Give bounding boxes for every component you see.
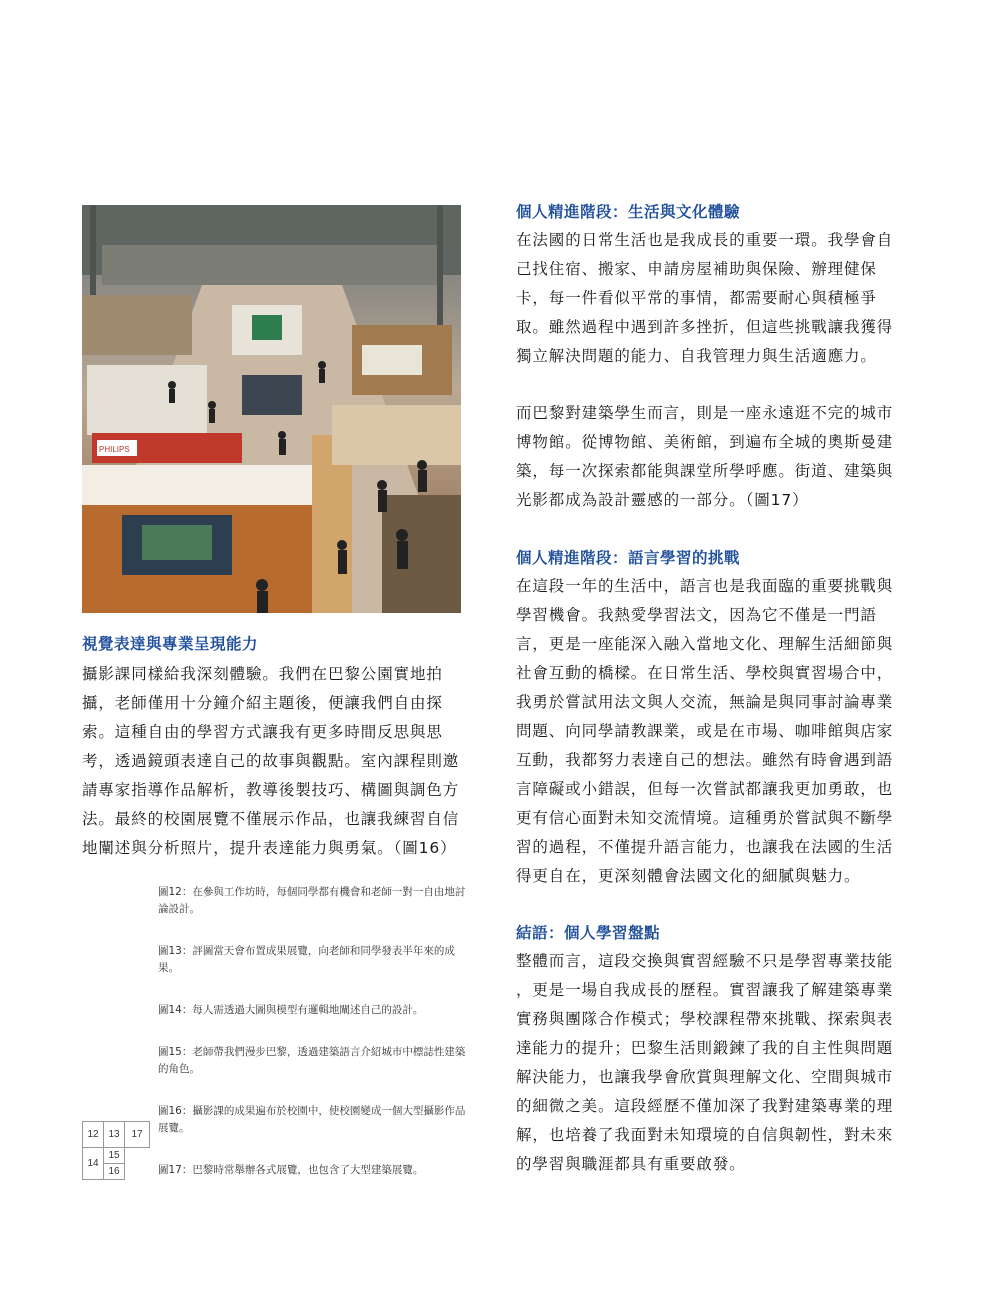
text-line: 達能力的提升；巴黎生活則鍛鍊了我的自主性與問題	[516, 1039, 894, 1057]
text-line: 實務與團隊合作模式；學校課程帶來挑戰、探索與表	[516, 1010, 894, 1028]
text-line: 互動，我都努力表達自己的想法。雖然有時會遇到語	[516, 751, 894, 769]
text-line: 攝，老師僅用十分鐘介紹主題後，便讓我們自由探	[82, 694, 443, 712]
exhibition-hall-image	[82, 205, 461, 613]
paragraph-life	[516, 226, 896, 371]
text-line: 言，更是一座能深入融入當地文化、理解生活細節與	[516, 635, 894, 653]
grid-cell-17: 17	[125, 1122, 150, 1148]
text-line: 在這段一年的生活中，語言也是我面臨的重要挑戰與	[516, 577, 894, 595]
text-line: 社會互動的橋樑。在日常生活、學校與實習場合中，	[516, 664, 894, 682]
text-line: 的細微之美。這段經歷不僅加深了我對建築專業的理	[516, 1097, 894, 1115]
section-heading-visual: 視覺表達與專業呈現能力	[82, 635, 259, 653]
section-heading-conclusion: 結語：個人學習盤點	[516, 924, 661, 942]
text-line: 取。雖然過程中遇到許多挫折，但這些挑戰讓我獲得	[516, 318, 894, 336]
text-line: 光影都成為設計靈感的一部分。（圖17）	[516, 491, 809, 509]
text-line: 法。最終的校園展覽不僅展示作品，也讓我練習自信	[82, 810, 460, 828]
text-line: 請專家指導作品解析，教導後製技巧、構圖與調色方	[82, 781, 460, 799]
text-line: 習的過程，不僅提升語言能力，也讓我在法國的生活	[516, 838, 894, 856]
text-line: 己找住宿、搬家、申請房屋補助與保險、辦理健保	[516, 260, 877, 278]
caption-13: 圖13：評圖當天會布置成果展覽，向老師和同學發表半年來的成果。	[158, 945, 455, 974]
paragraph-language	[516, 572, 896, 891]
text-line: 更有信心面對未知交流情境。這種勇於嘗試與不斷學	[516, 809, 894, 827]
text-line: 索。這種自由的學習方式讓我有更多時間反思與思	[82, 723, 443, 741]
grid-cell-13: 13	[104, 1122, 125, 1148]
text-line: 得更自在，更深刻體會法國文化的細膩與魅力。	[516, 867, 861, 885]
paragraph-paris	[516, 399, 896, 515]
text-line: 考，透過鏡頭表達自己的故事與觀點。室內課程則邀	[82, 752, 460, 770]
paragraph-conclusion	[516, 947, 896, 1179]
grid-cell-16: 16	[104, 1164, 125, 1180]
caption-16: 圖16：攝影課的成果遍布於校園中，使校園變成一個大型攝影作品展覽。	[158, 1105, 466, 1134]
text-line: 我勇於嘗試用法文與人交流，無論是與同事討論專業	[516, 693, 894, 711]
text-line: 學習機會。我熱愛學習法文，因為它不僅是一門語	[516, 606, 877, 624]
caption-17: 圖17：巴黎時常舉辦各式展覽，也包含了大型建築展覽。	[158, 1164, 424, 1176]
text-line: 地闡述與分析照片，提升表達能力與勇氣。（圖16）	[82, 839, 457, 857]
text-line: 而巴黎對建築學生而言，則是一座永遠逛不完的城市	[516, 404, 894, 422]
text-line: 言障礙或小錯誤，但每一次嘗試都讓我更加勇敢，也	[516, 780, 894, 798]
caption-14: 圖14：每人需透過大圖與模型有邏輯地闡述自己的設計。	[158, 1004, 424, 1016]
text-line: 卡，每一件看似平常的事情，都需要耐心與積極爭	[516, 289, 877, 307]
grid-empty	[125, 1164, 150, 1180]
section-heading-life: 個人精進階段：生活與文化體驗	[516, 203, 741, 221]
grid-empty	[125, 1148, 150, 1164]
grid-cell-14: 14	[83, 1148, 104, 1180]
text-line: 的學習與職涯都具有重要啟發。	[516, 1155, 746, 1173]
figure-captions	[158, 884, 468, 1179]
booth-sign: PHILIPS	[99, 445, 130, 454]
text-line: 築，每一次探索都能與課堂所學呼應。街道、建築與	[516, 462, 894, 480]
text-line: ，更是一場自我成長的歷程。實習讓我了解建築專業	[516, 981, 894, 999]
text-line: 解，也培養了我面對未知環境的自信與韌性，對未來	[516, 1126, 894, 1144]
text-line: 博物館。從博物館、美術館，到遍布全城的奧斯曼建	[516, 433, 894, 451]
figure-index-grid	[82, 1121, 150, 1180]
grid-cell-15: 15	[104, 1148, 125, 1164]
text-line: 問題、向同學請教課業，或是在市場、咖啡館與店家	[516, 722, 894, 740]
text-line: 在法國的日常生活也是我成長的重要一環。我學會自	[516, 231, 894, 249]
exhibition-photo	[82, 205, 461, 613]
caption-15: 圖15：老師帶我們漫步巴黎，透過建築語言介紹城市中標誌性建築的角色。	[158, 1046, 466, 1075]
grid-cell-12: 12	[83, 1122, 104, 1148]
text-line: 獨立解決問題的能力、自我管理力與生活適應力。	[516, 347, 877, 365]
paragraph-photography	[82, 660, 464, 863]
section-heading-language: 個人精進階段：語言學習的挑戰	[516, 549, 741, 567]
text-line: 解決能力，也讓我學會欣賞與理解文化、空間與城市	[516, 1068, 894, 1086]
text-line: 整體而言，這段交換與實習經驗不只是學習專業技能	[516, 952, 894, 970]
caption-12: 圖12：在參與工作坊時，每個同學都有機會和老師一對一自由地討論設計。	[158, 886, 466, 915]
text-line: 攝影課同樣給我深刻體驗。我們在巴黎公園實地拍	[82, 665, 443, 683]
